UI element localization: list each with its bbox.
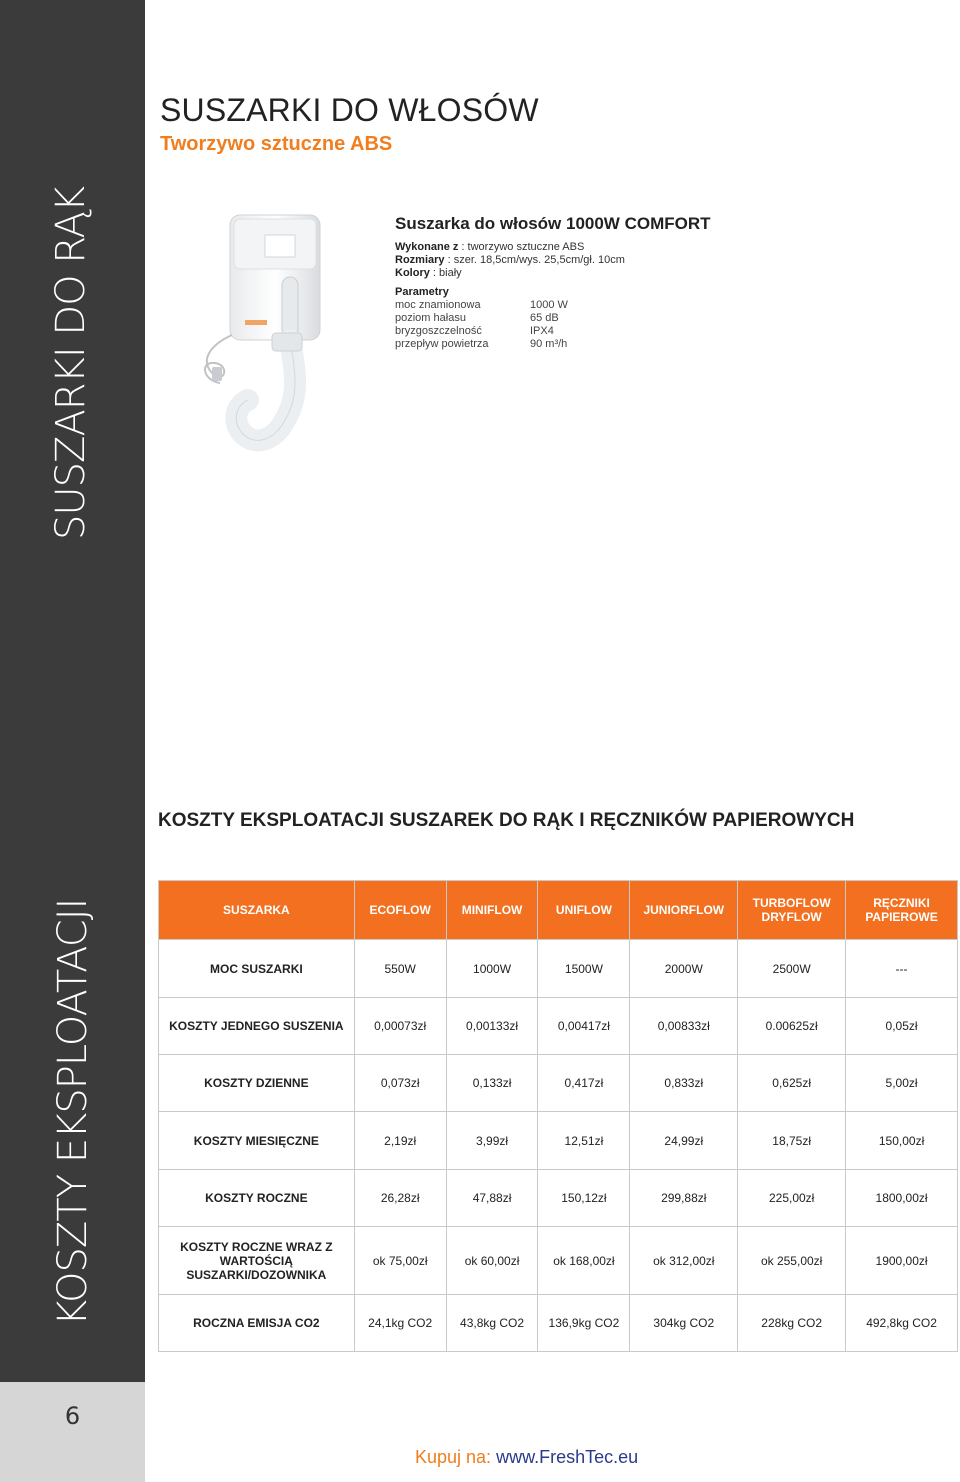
table-cell: 2,19zł (354, 1112, 446, 1170)
costs-section-title: KOSZTY EKSPLOATACJI SUSZAREK DO RĄK I RĘCZNIKÓW PAPIEROWYCH (158, 810, 855, 831)
table-header-row (159, 881, 958, 940)
table-cell: 1800,00zł (846, 1170, 958, 1227)
row-label: KOSZTY MIESIĘCZNE (159, 1112, 355, 1170)
table-row (159, 940, 958, 998)
footer-shop-link[interactable]: www.FreshTec.eu (496, 1447, 639, 1467)
param-value: 1000 W (530, 299, 568, 311)
param-label: moc znamionowa (395, 299, 481, 311)
table-cell: ok 75,00zł (354, 1227, 446, 1295)
table-cell: 1900,00zł (846, 1227, 958, 1295)
table-cell: 0,625zł (738, 1055, 846, 1112)
table-header: MINIFLOW (446, 881, 538, 940)
table-cell: 0,073zł (354, 1055, 446, 1112)
params-heading: Parametry (395, 286, 449, 298)
table-cell: 43,8kg CO2 (446, 1295, 538, 1352)
table-cell: 225,00zł (738, 1170, 846, 1227)
table-header: ECOFLOW (354, 881, 446, 940)
table-cell: 1000W (446, 940, 538, 998)
row-label: KOSZTY DZIENNE (159, 1055, 355, 1112)
table-row (159, 1112, 958, 1170)
table-cell: 24,1kg CO2 (354, 1295, 446, 1352)
product-name: Suszarka do włosów 1000W COMFORT (395, 214, 711, 233)
table-cell: 47,88zł (446, 1170, 538, 1227)
table-cell: 3,99zł (446, 1112, 538, 1170)
table-header: JUNIORFLOW (630, 881, 738, 940)
table-cell: 18,75zł (738, 1112, 846, 1170)
table-cell: 2500W (738, 940, 846, 998)
table-row (159, 1227, 958, 1295)
table-cell: 0,00133zł (446, 998, 538, 1055)
table-header: UNIFLOW (538, 881, 630, 940)
table-cell: 0,00417zł (538, 998, 630, 1055)
table-row (159, 998, 958, 1055)
table-cell: 0,00833zł (630, 998, 738, 1055)
table-cell: 0,133zł (446, 1055, 538, 1112)
table-cell: 2000W (630, 940, 738, 998)
param-value: 65 dB (530, 312, 559, 324)
page-title: SUSZARKI DO WŁOSÓW (160, 92, 539, 128)
table-cell: 0,833zł (630, 1055, 738, 1112)
table-cell: 304kg CO2 (630, 1295, 738, 1352)
table-cell: 0.00625zł (738, 998, 846, 1055)
sidebar-title-hand-dryers: SUSZARKI DO RĄK (48, 186, 94, 540)
costs-table (158, 880, 958, 1352)
table-row (159, 1170, 958, 1227)
table-cell: 0,00073zł (354, 998, 446, 1055)
param-label: bryzgoszczelność (395, 325, 482, 337)
row-label: KOSZTY JEDNEGO SUSZENIA (159, 998, 355, 1055)
table-cell: 0,417zł (538, 1055, 630, 1112)
product-colors: Kolory : biały (395, 267, 462, 279)
row-label: KOSZTY ROCZNE WRAZ Z WARTOŚCIĄ SUSZARKI/DOZOWNIKA (159, 1227, 355, 1295)
footer-label: Kupuj na: (415, 1447, 492, 1467)
table-cell: 0,05zł (846, 998, 958, 1055)
page-number-box (0, 1382, 145, 1482)
table-cell: 228kg CO2 (738, 1295, 846, 1352)
table-cell: ok 312,00zł (630, 1227, 738, 1295)
table-header: TURBOFLOW DRYFLOW (738, 881, 846, 940)
hair-dryer-image (170, 195, 380, 465)
table-cell: ok 168,00zł (538, 1227, 630, 1295)
table-cell: 136,9kg CO2 (538, 1295, 630, 1352)
row-label: MOC SUSZARKI (159, 940, 355, 998)
product-dimensions: Rozmiary : szer. 18,5cm/wys. 25,5cm/gł. 10cm (395, 254, 625, 266)
table-cell: 492,8kg CO2 (846, 1295, 958, 1352)
table-cell: 550W (354, 940, 446, 998)
table-header: RĘCZNIKI PAPIEROWE (846, 881, 958, 940)
table-cell: ok 255,00zł (738, 1227, 846, 1295)
sidebar-title-operating-costs: KOSZTY EKSPLOATACJI (50, 898, 96, 1326)
footer (415, 1447, 638, 1468)
page-number: 6 (64, 1402, 81, 1430)
table-cell: 24,99zł (630, 1112, 738, 1170)
param-value: 90 m³/h (530, 338, 568, 350)
table-cell: 150,12zł (538, 1170, 630, 1227)
param-label: poziom hałasu (395, 312, 466, 324)
table-cell: --- (846, 940, 958, 998)
table-cell: 299,88zł (630, 1170, 738, 1227)
page-subtitle: Tworzywo sztuczne ABS (160, 133, 393, 155)
table-cell: 1500W (538, 940, 630, 998)
table-cell: 12,51zł (538, 1112, 630, 1170)
param-value: IPX4 (530, 325, 554, 337)
table-cell: 150,00zł (846, 1112, 958, 1170)
product-material: Wykonane z : tworzywo sztuczne ABS (395, 241, 585, 253)
row-label: ROCZNA EMISJA CO2 (159, 1295, 355, 1352)
table-row (159, 1295, 958, 1352)
table-row (159, 1055, 958, 1112)
param-label: przepływ powietrza (395, 338, 489, 350)
row-label: KOSZTY ROCZNE (159, 1170, 355, 1227)
table-cell: ok 60,00zł (446, 1227, 538, 1295)
table-cell: 5,00zł (846, 1055, 958, 1112)
table-cell: 26,28zł (354, 1170, 446, 1227)
table-header: SUSZARKA (159, 881, 355, 940)
